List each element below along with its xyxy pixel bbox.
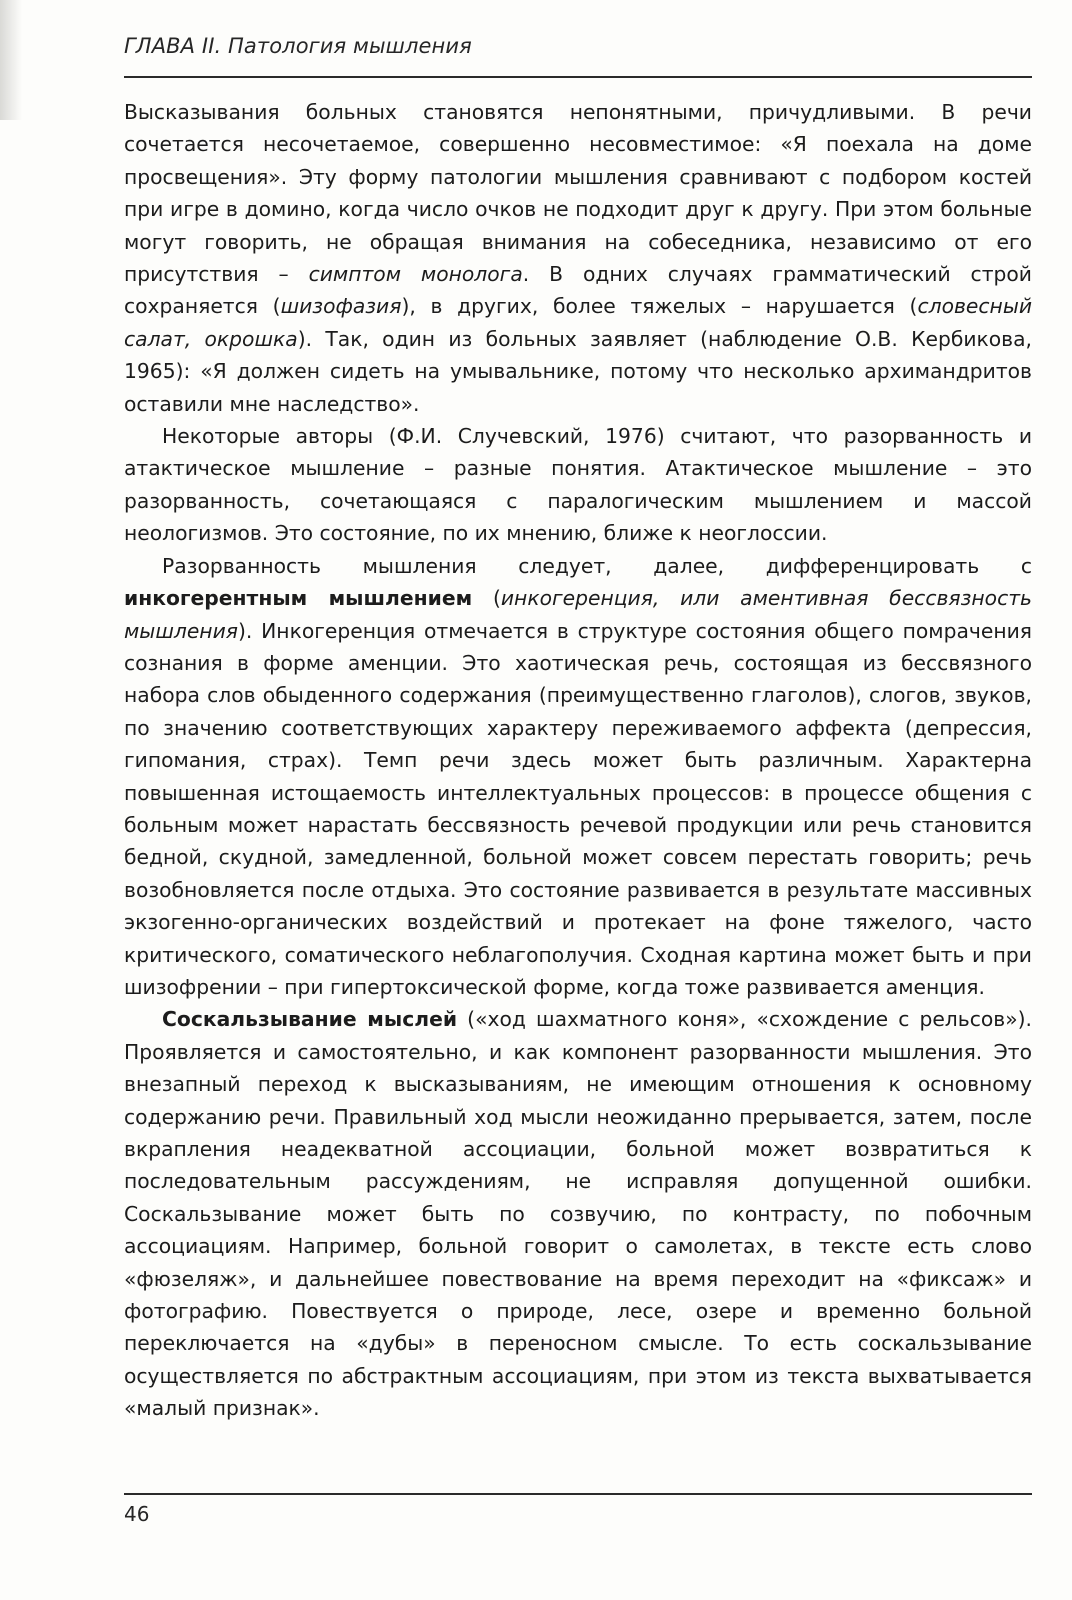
footer-rule	[124, 1493, 1032, 1495]
italic-term: словесный салат, окрошка	[124, 294, 1033, 351]
text-run: («ход шахматного коня», «схождение с рельсов»). Проявляется и самостоятельно, и как компонент разорванности мышления. Это внезапный переход к высказываниям, не имеющим отношения к основному содержанию речи. Правильный ход мысли неожиданно прерывается, затем, после вкрапления неадекватной ассоциации, больной может возвратиться к последовательным рассуждениям, не исправляя допущенной ошибки. Соскальзывание может быть по созвучию, по контрасту, по побочным ассоциациям. Например, больной говорит о самолетах, в тексте есть слово «фюзеляж», и дальнейшее повествование на время переходит на «фиксаж» и фотографию. Повествуется о природе, лесе, озере и временно больной переключается на «дубы» в переносном смысле. То есть соскальзывание осуществляется по абстрактным ассоциациям, при этом из текста выхватывается «малый признак».	[124, 1007, 1033, 1421]
paragraph	[124, 550, 1032, 1004]
text-run: Некоторые авторы (Ф.И. Случевский, 1976) считают, что разорванность и атактическое мышление – разные понятия. Атактическое мышление – это разорванность, сочетающаяся с паралогическим мышлением и массой неологизмов. Это состояние, по их мнению, ближе к неоглоссии.	[124, 424, 1032, 546]
body-text	[124, 96, 1032, 1425]
text-run: ), в других, более тяжелых – нарушается (	[401, 294, 918, 319]
text-run: ). Так, один из больных заявляет (наблюдение О.В. Кербикова, 1965): «Я должен сидеть на умывальнике, потому что несколько архимандритов оставили мне наследство».	[124, 326, 1032, 416]
text-run: (	[472, 586, 501, 611]
text-run: Высказывания больных становятся непонятными, причудливыми. В речи сочетается несочетаемое, совершенно несовместимое: «Я поехала на доме просвещения». Эту форму патологии мышления сравнивают с подбором костей при игре в домино, когда число очков не подходит друг к другу. При этом больные могут говорить, не обращая внимания на собеседника, независимо от его присутствия –	[124, 100, 1032, 287]
paragraph	[124, 1003, 1032, 1424]
page-number: 46	[124, 1502, 150, 1526]
paragraph	[124, 420, 1032, 550]
bold-term: Соскальзывание мыслей	[162, 1007, 458, 1032]
header-rule	[124, 76, 1032, 78]
italic-term: симптом монолога	[308, 262, 523, 287]
page-edge-shadow	[0, 0, 22, 120]
italic-term: шизофазия	[280, 294, 402, 319]
italic-term: инкогеренция, или аментивная бессвязность мышления	[124, 586, 1032, 643]
running-head: ГЛАВА II. Патология мышления	[124, 34, 472, 58]
bold-term: инкогерентным мышлением	[124, 586, 473, 611]
text-run: . В одних случаях грамматический строй сохраняется (	[124, 262, 1032, 319]
text-run: Разорванность мышления следует, далее, дифференцировать с	[162, 553, 1032, 578]
paragraph	[124, 96, 1032, 420]
text-run: ). Инкогеренция отмечается в структуре состояния общего помрачения сознания в форме аменции. Это хаотическая речь, состоящая из бессвязного набора слов обыденного содержания (преимущественно глаголов), слогов, звуков, по значению соответствующих характеру переживаемого аффекта (депрессия, гипомания, страх). Темп речи здесь может быть различным. Характерна повышенная истощаемость интеллектуальных процессов: в процессе общения с больным может нарастать бессвязность речевой продукции или речь становится бедной, скудной, замедленной, больной может совсем перестать говорить; речь возобновляется после отдыха. Это состояние развивается в результате массивных экзогенно-органических воздействий и протекает на фоне тяжелого, часто критического, соматического неблагополучия. Сходная картина может быть и при шизофрении – при гипертоксической форме, когда тоже развивается аменция.	[124, 618, 1032, 999]
